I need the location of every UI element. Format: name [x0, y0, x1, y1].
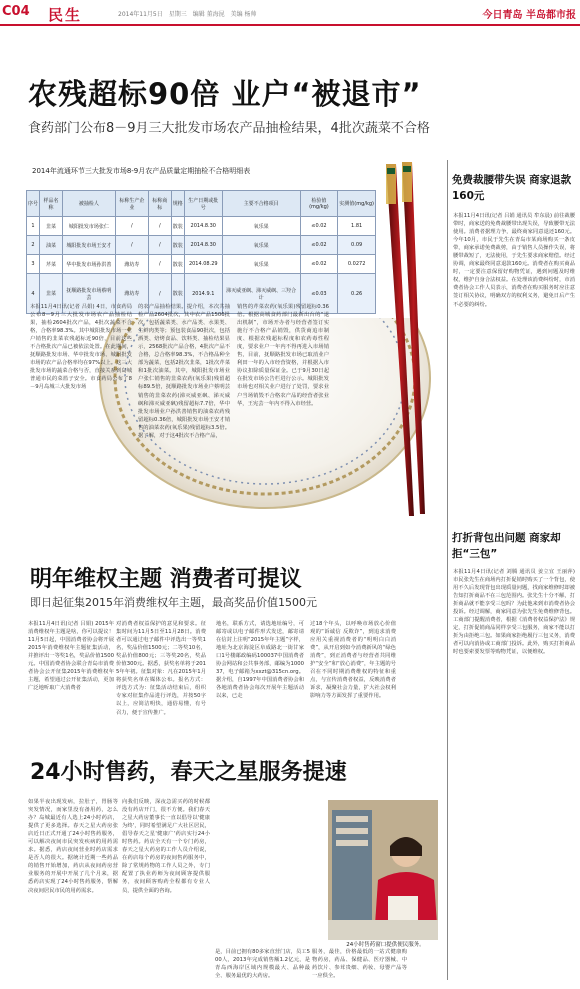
- table-cell: 0.09: [338, 236, 376, 255]
- section-title: 民生: [48, 6, 83, 24]
- article2-col2: 对消费者权益保护的意见和要求。征集时间为11月5日至11月28日。消费者可以通过电子邮件中评选出一等奖1名，奖品价值1500元；二等奖10名，奖品价值800元；三等奖20名，奖品价值300元。据悉，获奖名单将于2015年年初。征集对象：凡在2015年1月将获奖名单在媒体公布。报名方式：评选方式为：征集活动结束后，组织专家对征集作品进行评选，并按50字以上，应简洁明快，通俗易懂，有号召力，便于宣传推广。: [116, 621, 206, 716]
- table-cell: 0.0272: [338, 255, 376, 274]
- newspaper-brand: 今日青岛 半岛都市报: [482, 10, 576, 21]
- article3-col1: 如果半夜出现发病，拉肚子，胃肠等突发情况，而家里没有备用药，怎么办？岛城最近有人选上24小时药店，提供了更多选择。春天之星大药房张店近日正式开通了24小时售药服务，可以解决夜间市民突发疾病的用药需求。据悉，药店夜间营业时药店需求是否人的很大。据统计近期一些药品的销售开始增加，药店从夜间药房营业服务的开展中开展了几个月来，据悉药店实现了24小时售药服务，帮解决夜间居民市民的用药需求。: [28, 799, 118, 894]
- table-cell: 3: [27, 255, 40, 274]
- table-row: [27, 255, 376, 274]
- table-cell: 韭菜: [40, 217, 63, 236]
- table-cell: 城阳批发市场王安才: [62, 236, 115, 255]
- table-cell: /: [148, 236, 171, 255]
- table-cell: 2014.08.29: [184, 255, 222, 274]
- table-cell: /: [148, 217, 171, 236]
- table-cell: 4: [27, 274, 40, 314]
- page-number: C04: [2, 4, 30, 19]
- table-cell: 氧乐果: [222, 217, 300, 236]
- column-divider: [447, 160, 448, 980]
- article1-col2: 的农产品抽检结果。提介绍，本次共抽检产品2604批次，其中农产品1506批次，包括蔬菜类、水产品类、水果类、生鲜肉类等；预包装食品90批次，包括酒类、焙烤食品、饮料类、抽检结果显示，2568批次产品合格，4批次产品不合格，总合格率98.3%，不合格品种全部为蔬菜，包括2批次韭菜，1批次芹菜和1批次油菜。其中，城阳批发市场业户张仁销售的韭菜农药(氧乐果)残留超标89.5倍，抚顺路批发市场业户蔡明芸销售的韭菜农药(涕灭威亚砜、涕灭威砜和涕灭威亚砜)残留超标7.7倍，华中批发市场业户孙洪善销售的油菜农药残留超标0.36倍，城阳批发市场王安才销售的油菜农药(氧乐果)残留超标3.5倍。据了解，对于这4批次不合格产品，: [138, 304, 230, 439]
- article3-col3: 是，目前已拥有80多家直营门店，员工500人，2013年完成销售额1.2亿元，是青岛西海岸区域内规模最大、品种最全、服务最优的大药房。: [215, 949, 310, 980]
- pharmacy-photo: [328, 800, 438, 940]
- article2-col1: 本报11月4日讯(记者 吕娟) 2015年消费维权年主题是啥，你可以提议！11月5日起，中国消费者协会将开展2015年消费维权年主题征集活动，并推评出一等奖1名，奖品价值1500元。中国消费者协会联合青岛市消费者协会公开征集2015年消费维权年主题，希望通过公开征集活动，更加广泛地听取广大消费者: [28, 621, 114, 692]
- table-cell: 散装: [171, 236, 184, 255]
- article2-col3: 地名，联系方式，请选地址编号，可邮寄或以电子邮件形式发送，邮寄请在信封上注明“2015年年主题”字样，地址为北京海淀区阜成路北一街甘家口1号楼邮政编码100037中国消费者协会网站和公共事务部，邮编为100037，电子邮箱为xxzt@315cn.org。据介绍，自1997年中国消费者协会和各地消费者协会每次开展年主题活动以来，已走: [216, 621, 304, 700]
- table-cell: 2014.8.30: [184, 217, 222, 236]
- article1-subhead: 食药部门公布8－9月三大批发市场农产品抽检结果，4批次蔬菜不合格: [28, 121, 430, 136]
- article2-subhead: 即日起征集2015年消费维权年主题，最高奖品价值1500元: [30, 596, 317, 609]
- photo-caption: 24小时售药窗口提供便民服务。: [346, 942, 425, 948]
- col-header: 被抽检人: [62, 191, 115, 217]
- article2-headline: 明年维权主题 消费者可提议: [30, 567, 302, 592]
- article3-headline: 24小时售药，春天之星服务提速: [30, 760, 347, 785]
- col-header: 主要不合格项目: [222, 191, 300, 217]
- table-cell: 2014.9.1: [184, 274, 222, 314]
- article1-headline: 农残超标90倍 业户“被退市”: [28, 77, 422, 111]
- table-cell: 2: [27, 236, 40, 255]
- table-cell: 潍坊寿: [115, 274, 148, 314]
- col-header: 生产日期或批号: [184, 191, 222, 217]
- table-cell: 1: [27, 217, 40, 236]
- sidebar-text-1: 本报11月4日讯(记者 吕娟 通讯员 牟东晨) 前往裁腰带时，商家送的免费裁腰带出现失误，导致腰带无法使用。消费者据理力争，最终商家同意退还160元。今年10月，市民于先生在青岛市某商场购买一条皮带，商家承诺免费裁剪，由于销售人员操作失误，将腰带裁短了，无法使用，于先生要求商家赔偿。经过协调，商家最终同意退款160元。消费者在购买商品时，一定要注意保留好购物凭证，遇到问题及时维权，维护自身合法权益。在处理该消费纠纷时，市消费者协会工作人员表示，消费者在购买服务时应注意签订相关协议，明确双方的权利义务，避免日后产生不必要的纠纷。: [453, 213, 575, 308]
- table-cell: ≤0.02: [300, 236, 338, 255]
- table-cell: 抚顺路批发市场蔡明芸: [62, 274, 115, 314]
- table-cell: /: [148, 255, 171, 274]
- table-cell: 氧乐果: [222, 255, 300, 274]
- chopsticks-image: [380, 160, 440, 520]
- col-header: 序号: [27, 191, 40, 217]
- table-cell: /: [115, 217, 148, 236]
- table-cell: 0.26: [338, 274, 376, 314]
- table-cell: 散装: [171, 274, 184, 314]
- table-cell: 芹菜: [40, 255, 63, 274]
- table-cell: 潍坊寿: [115, 255, 148, 274]
- table-cell: 1.81: [338, 217, 376, 236]
- table-cell: ≤0.02: [300, 217, 338, 236]
- table-cell: 韭菜: [40, 274, 63, 314]
- table-cell: ≤0.02: [300, 255, 338, 274]
- table-cell: 涕灭威亚砜、涕灭威砜、三羟合计: [222, 274, 300, 314]
- article1-col1: 本报11月4日讯(记者 吕娟) 4日，市食药局公布8－9月三大批发市场农产品抽检结果，抽检2604批次产品，4批次蔬菜不合格，合格率98.3%。其中城阳批发市场一业户销售的韭菜农残超标近90倍，目前这些不合格批次产品已被依法处置。在此期间，抚顺路批发市场、华中批发市场、城阳批发市场的农产品合格率均在97%以上。这三大批发市场的蔬菜合格与否，直接关系到岛城普通市民的菜篮子安全。市食药局公布了8－9月岛城三大批发市场: [30, 304, 132, 391]
- article1-col3: 销售的芹菜农药(氧乐果)残留超标0.36倍。根据高城食药部门最新出台的“退出机制”，市场开办者与经营者签订实施行不合格产品销毁，供货商追市制度、根据农残超标程度和农药毒性程度，要求业户一年内不得再进入市场销售，目前，抚顺路批发市场已取消业户利田一年的入市经营资格，并根据入市协议扣除质量保证金。已于9月30日起在批发市场公告栏进行公示。城阳批发市场也对相关业户进行了处罚，要求业户当场销毁不合格农产品的经营者张业华，王宪芸一年内不得入市经营。: [237, 304, 329, 407]
- col-header: 样品名称: [40, 191, 63, 217]
- table-cell: ≤0.03: [300, 274, 338, 314]
- col-header: 检验值(mg/kg): [300, 191, 338, 217]
- table-row: [27, 217, 376, 236]
- article3-col4: 服务，最佳，价格最低的一站式健康购物药房，药品、保健品、医疗器械、中药饮片、参茸贵细、药妆、母婴产品等一应俱全。: [312, 949, 407, 980]
- article2-col4: 过18个年头，以呼唤市场放心价值观的“诉诚信 反欺诈”，到追求消费应用关重视消费者的“明明白白消费”，从开启到如今消费新风的“绿色消费”，到正消费者与经营者共同维护“安全”和“放心消费”，年主题的号召在不同时期消费维权的特征和重点，与宣传消费者权益，反映消费者诉求，凝聚社会力量，扩大社会权利影响力等方面发挥了重要作用。: [310, 621, 396, 700]
- col-header: 规格: [171, 191, 184, 217]
- sidebar-headline-2: 打折背包出问题 商家却拒“三包”: [452, 532, 561, 560]
- table-cell: 油菜: [40, 236, 63, 255]
- table-cell: 氧乐果: [222, 236, 300, 255]
- sidebar-text-2: 本报11月4日讯(记者 刘腾 通讯员 姜立宜 王丽萍) 市民张先生在商场内打折促销时购买了一个背包，使用不久后发现背包出现质量问题，找商家维修时却被告知打折商品不在三包范围内。张先生十分不解，打折商品就不能享受三包吗？为此他来到市消费者协会投诉。经过调解，商家同意为张先生免费维修背包。工商部门提醒消费者，根据《消费者权益保护法》规定，打折促销商品同样享受三包服务，商家不能以打折为由拒绝三包。如果商家拒绝履行三包义务，消费者可以向消协或工商部门投诉。此外，购买打折商品时也要索要发票等购物凭证，以便维权。: [453, 569, 575, 656]
- results-table-wrap: [26, 190, 376, 314]
- header-rule: [0, 24, 580, 26]
- col-header: 实测值(mg/kg): [338, 191, 376, 217]
- table-title: 2014年流通环节三大批发市场8-9月农产品质量定期抽检不合格明细表: [32, 167, 251, 175]
- table-cell: 散装: [171, 217, 184, 236]
- table-cell: 2014.8.30: [184, 236, 222, 255]
- table-cell: /: [115, 236, 148, 255]
- article3-col2: 向我们反映，深夜急需买药的时候都没有药店开门，很不方便。我们春天之星大药房董事长一直以倡导以'健康为终'，同时希望满足广大社区居民，倡导春天之星'健康广'药店实行24小时售药。药店全天有一个专门药房，春天之星大药房的工作人员介绍说，在药店每个药房的夜间售药服务中，除了常规药物的工作人员之外，专门配置了执业药师为夜间顾客提供服务，夜间顾客购药全程都有专业人员，提供全面的咨询。: [122, 799, 210, 894]
- results-table: [26, 190, 376, 314]
- table-cell: 散装: [171, 255, 184, 274]
- table-row: [27, 236, 376, 255]
- chopsticks-icon: [380, 160, 440, 520]
- pharmacist-photo-icon: [328, 800, 438, 940]
- col-header: 标称生产企业: [115, 191, 148, 217]
- table-cell: 城阳批发市场张仁: [62, 217, 115, 236]
- issue-meta: 2014年11月5日 星期三 编辑 董海昆 美编 杨帅: [118, 11, 257, 18]
- sidebar-headline-1: 免费裁腰带失误 商家退款160元: [452, 174, 572, 202]
- table-cell: 华中批发市场孙洪善: [62, 255, 115, 274]
- table-cell: /: [148, 274, 171, 314]
- col-header: 标称商标: [148, 191, 171, 217]
